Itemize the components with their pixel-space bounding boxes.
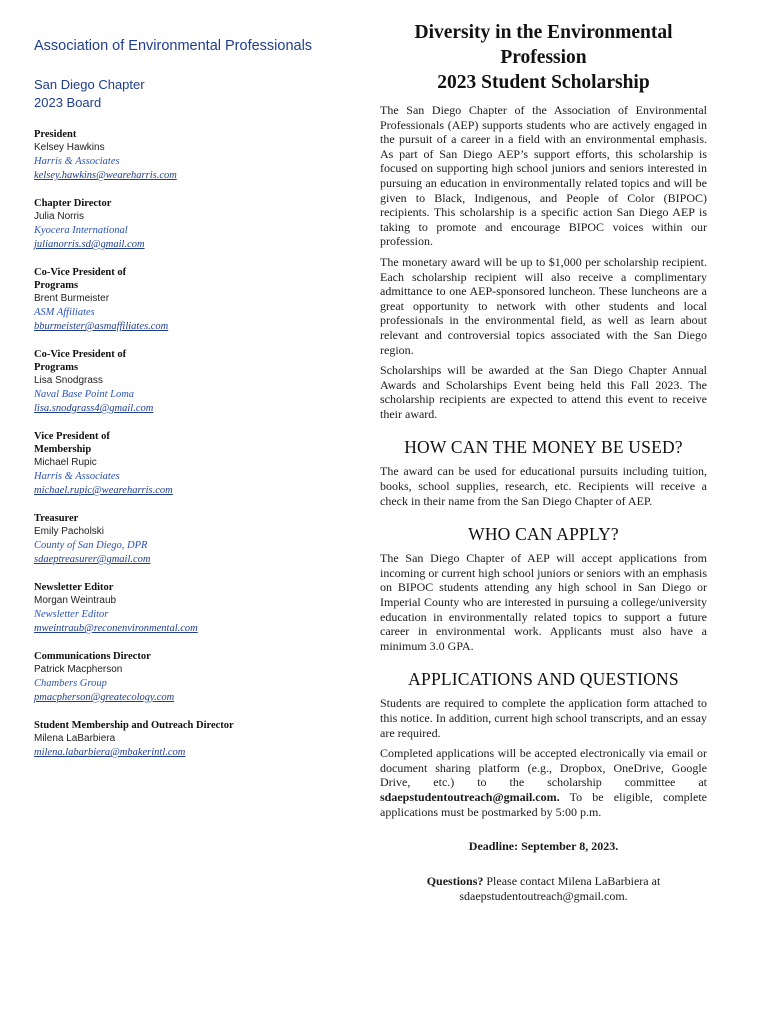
page-title <box>380 20 707 95</box>
member-name: Lisa Snodgrass <box>34 375 103 386</box>
member-email-link[interactable]: lisa.snodgrass4@gmail.com <box>34 403 154 414</box>
member-email-link[interactable]: julianorris.sd@gmail.com <box>34 239 145 250</box>
board-member <box>34 266 354 334</box>
member-name: Emily Pacholski <box>34 526 105 537</box>
board-member <box>34 128 354 183</box>
chapter-heading <box>34 76 354 112</box>
member-role: Vice President of Membership <box>34 431 110 455</box>
member-org: Newsletter Editor <box>34 609 109 620</box>
board-sidebar <box>34 38 354 774</box>
board-member <box>34 650 354 705</box>
member-org: County of San Diego, DPR <box>34 540 148 551</box>
board-year: 2023 Board <box>34 95 102 110</box>
member-org: Chambers Group <box>34 678 107 689</box>
questions-text: Please contact Milena LaBarbiera at sdaepstudentoutreach@gmail.com. <box>459 874 661 904</box>
member-org: Harris & Associates <box>34 471 120 482</box>
title-line-2: 2023 Student Scholarship <box>437 72 650 93</box>
chapter-name: San Diego Chapter <box>34 77 145 92</box>
member-email-link[interactable]: mweintraub@reconenvironmental.com <box>34 623 198 634</box>
member-name: Brent Burmeister <box>34 293 110 304</box>
member-email-link[interactable]: sdaeptreasurer@gmail.com <box>34 554 151 565</box>
apply-paragraph: The San Diego Chapter of AEP will accept applications from incoming or current high school juniors or seniors with an emphasis on BIPOC students attending any high school in San Diego or Imperial County who are interested in pursuing a college/university education in environmentally related topics to support a future career in environmental work. Applicants must also have a minimum 3.0 GPA. <box>380 551 707 653</box>
money-paragraph: The award can be used for educational pursuits including tuition, books, school supplies, research, etc. Recipients will receive a check in their name from the San Diego Chapter of AEP. <box>380 464 707 508</box>
intro-paragraph-1: The San Diego Chapter of the Association of Environmental Professionals (AEP) supports students who are actively engaged in the pursuit of a career in a field with an environmental emphasis. As part of San Diego AEP’s support efforts, this scholarship is focused on supporting high school juniors and seniors interested in pursuing an education in environmentally related topics and will be given to Black, Indigenous, and People of Color (BIPOC) recipients. This scholarship is a specific action San Diego AEP is taking to promote and encourage BIPOC voices within our profession. <box>380 103 707 249</box>
member-org: Harris & Associates <box>34 156 120 167</box>
member-role: Student Membership and Outreach Director <box>34 720 234 731</box>
member-email-link[interactable]: pmacpherson@greatecology.com <box>34 692 175 703</box>
member-email-link[interactable]: milena.labarbiera@mbakerintl.com <box>34 747 186 758</box>
member-name: Kelsey Hawkins <box>34 142 105 153</box>
member-role: Chapter Director <box>34 198 112 209</box>
member-email-link[interactable]: kelsey.hawkins@weareharris.com <box>34 170 177 181</box>
applications-paragraph-1: Students are required to complete the application form attached to this notice. In addition, current high school transcripts, and an essay are required. <box>380 696 707 740</box>
board-member <box>34 348 354 416</box>
scholarship-content <box>380 20 707 904</box>
board-member <box>34 197 354 252</box>
member-name: Michael Rupic <box>34 457 97 468</box>
money-heading: HOW CAN THE MONEY BE USED? <box>404 437 683 458</box>
board-member <box>34 581 354 636</box>
applications-text-b: To be eligible, complete applications must be postmarked by 5:00 p.m. <box>380 789 707 819</box>
intro-paragraph-2: The monetary award will be up to $1,000 per scholarship recipient. Each scholarship recipient will also receive a complimentary admittance to one AEP-sponsored luncheon. These luncheons are a great opportunity to network with other students and local professionals in the environmental field, as well as learn about relevant and controversial topics associated with the San Diego region. <box>380 254 707 357</box>
member-name: Julia Norris <box>34 211 85 222</box>
member-name: Milena LaBarbiera <box>34 733 116 744</box>
member-role: Co-Vice President of Programs <box>34 349 127 373</box>
apply-heading: WHO CAN APPLY? <box>468 524 619 545</box>
member-role: Newsletter Editor <box>34 582 114 593</box>
member-org: ASM Affiliates <box>34 307 95 318</box>
member-name: Patrick Macpherson <box>34 664 123 675</box>
member-org: Naval Base Point Loma <box>34 389 135 400</box>
title-line-1: Diversity in the Environmental Profession <box>414 22 673 68</box>
questions-block <box>380 874 707 904</box>
member-name: Morgan Weintraub <box>34 595 117 606</box>
deadline: Deadline: September 8, 2023. <box>468 839 619 854</box>
member-role: Communications Director <box>34 651 151 662</box>
member-email-link[interactable]: bburmeister@asmaffiliates.com <box>34 321 169 332</box>
board-member <box>34 512 354 567</box>
applications-heading: APPLICATIONS AND QUESTIONS <box>408 669 679 690</box>
member-role: Co-Vice President of Programs <box>34 267 127 291</box>
member-org: Kyocera International <box>34 225 128 236</box>
org-title: Association of Environmental Professionals <box>34 38 313 54</box>
board-member <box>34 719 354 760</box>
outreach-email[interactable]: sdaepstudentoutreach@gmail.com. <box>380 789 560 804</box>
intro-paragraph-3: Scholarships will be awarded at the San Diego Chapter Annual Awards and Scholarships Event being held this Fall 2023. The scholarship recipients are expected to attend this event to receive their award. <box>380 363 707 421</box>
questions-label: Questions? <box>426 874 484 889</box>
applications-text-a: Completed applications will be accepted electronically via email or document sharing platform (e.g., Dropbox, OneDrive, Google Drive, etc.) to the scholarship committee at <box>380 746 707 790</box>
member-email-link[interactable]: michael.rupic@weareharris.com <box>34 485 173 496</box>
member-role: President <box>34 129 77 140</box>
applications-paragraph-2 <box>380 746 707 819</box>
member-role: Treasurer <box>34 513 79 524</box>
board-member <box>34 430 354 498</box>
